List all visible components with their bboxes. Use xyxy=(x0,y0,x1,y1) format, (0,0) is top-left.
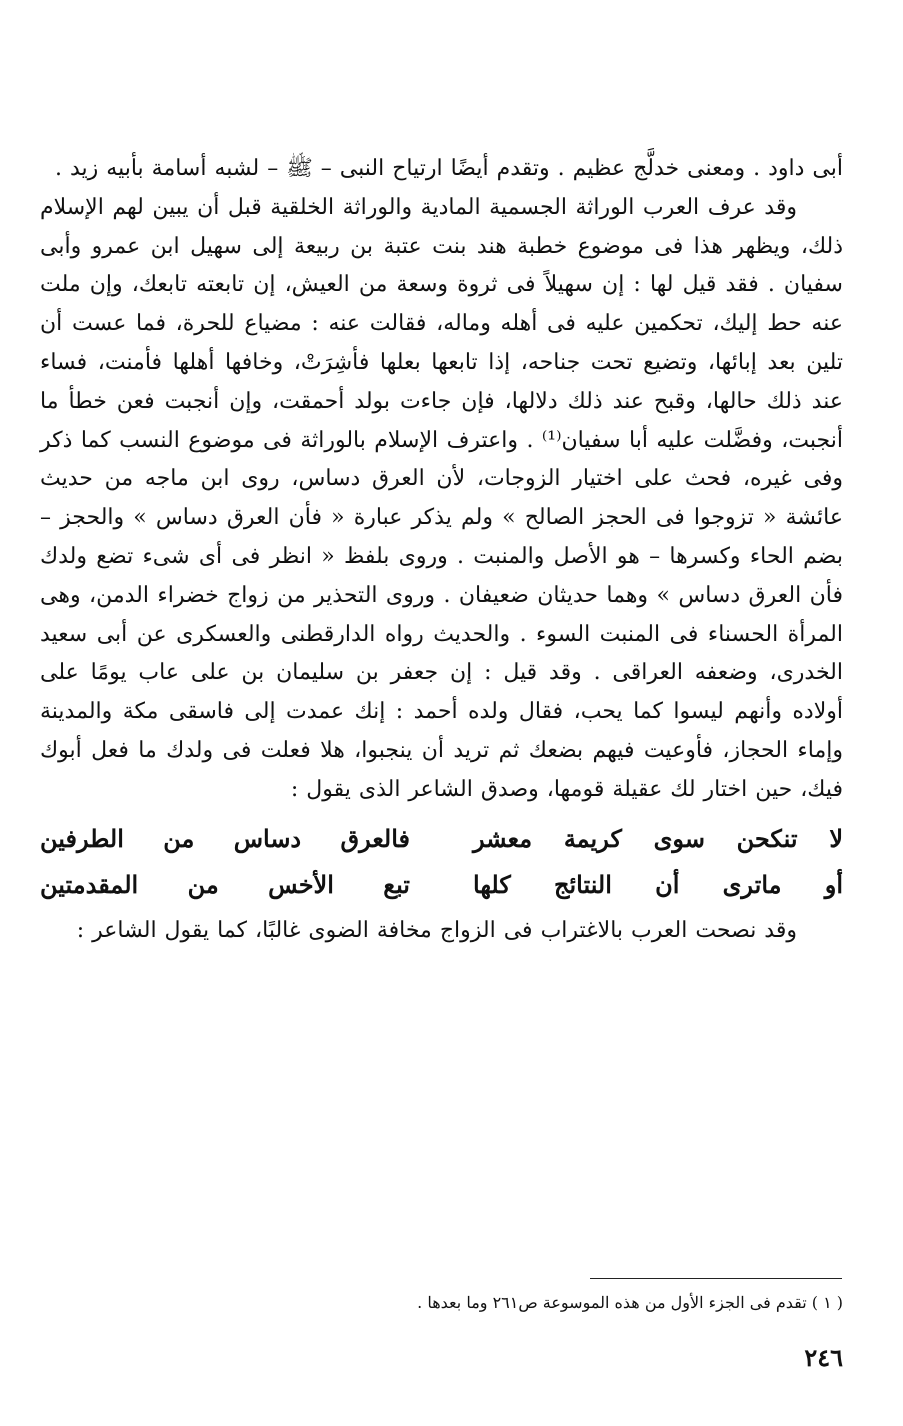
verse-2-first-hemistich: أو ماترى أن النتائج كلها xyxy=(473,869,843,899)
verse-1-first-hemistich: لا تنكحن سوى كريمة معشر xyxy=(473,823,843,853)
verse-line-1 xyxy=(40,816,843,862)
verse-2-second-hemistich: تبع الأخس من المقدمتين xyxy=(40,869,410,899)
paragraph-continuation: أبى داود . ومعنى خدلَّج عظيم . وتقدم أيضًا ارتياح النبى – ﷺ – لشبه أسامة بأبيه زيد . xyxy=(55,156,843,181)
paragraph-closing: وقد نصحت العرب بالاغتراب فى الزواج مخافة الضوى غالبًا، كما يقول الشاعر : xyxy=(76,917,797,943)
verse-line-2 xyxy=(40,862,843,908)
footnote: ( ١ ) تقدم فى الجزء الأول من هذه الموسوعة ص٢٦١ وما بعدها . xyxy=(417,1293,843,1312)
page-number: ٢٤٦ xyxy=(804,1343,843,1372)
footnote-divider xyxy=(590,1278,842,1279)
page-body xyxy=(40,150,843,950)
poem-block xyxy=(40,816,843,908)
paragraph-main: وقد عرف العرب الوراثة الجسمية المادية والوراثة الخلقية قبل أن يبين لهم الإسلام ذلك، ويظهر هذا فى موضوع خطبة هند بنت عتبة بن ربيعة إلى سهيل ابن عمرو وأبى سفيان . فقد قيل لها : إن سهيلاً فى ثروة وسعة من العيش، إن تابعته تابعك، وإن ملت عنه حط إليك، تحكمين عليه فى أهله وماله، فقالت عنه : مضياع للحرة، فما عست أن تلين بعد إبائها، وتضيع تحت جناحه، إذا تابعها بعلها فأشِرَتْ، وخافها أهلها فأمنت، فساء عند ذلك حالها، وقبح عند ذلك دلالها، فإن جاءت بولد أحمقت، وإن أنجبت فعن خطأ ما أنجبت، وفضَّلت عليه أبا سفيان⁽¹⁾ . واعترف الإسلام بالوراثة فى موضوع النسب كما ذكر وفى غيره، فحث على اختيار الزوجات، لأن العرق دساس، روى ابن ماجه من حديث عائشة « تزوجوا فى الحجز الصالح » ولم يذكر عبارة « فأن العرق دساس » والحجز – بضم الحاء وكسرها – هو الأصل والمنبت . وروى بلفظ « انظر فى أى شىء تضع ولدك فأن العرق دساس » وهما حديثان ضعيفان . وروى التحذير من زواج خضراء الدمن، وهى المرأة الحسناء فى المنبت السوء . والحديث رواه الدارقطنى والعسكرى عن أبى سعيد الخدرى، وضعفه العراقى . وقد قيل : إن جعفر بن سليمان بن على عاب يومًا على أولاده وأنهم ليسوا كما يحب، فقال ولده أحمد : إنك عمدت إلى فاسقى مكة والمدينة وإماء الحجاز، فأوعيت فيهم بضعك ثم تريد أن ينجبوا، هلا فعلت فى ولدك ما فعل أبوك فيك، حين اختار لك عقيلة قومها، وصدق الشاعر الذى يقول : xyxy=(40,194,843,802)
verse-1-second-hemistich: فالعرق دساس من الطرفين xyxy=(40,823,410,853)
